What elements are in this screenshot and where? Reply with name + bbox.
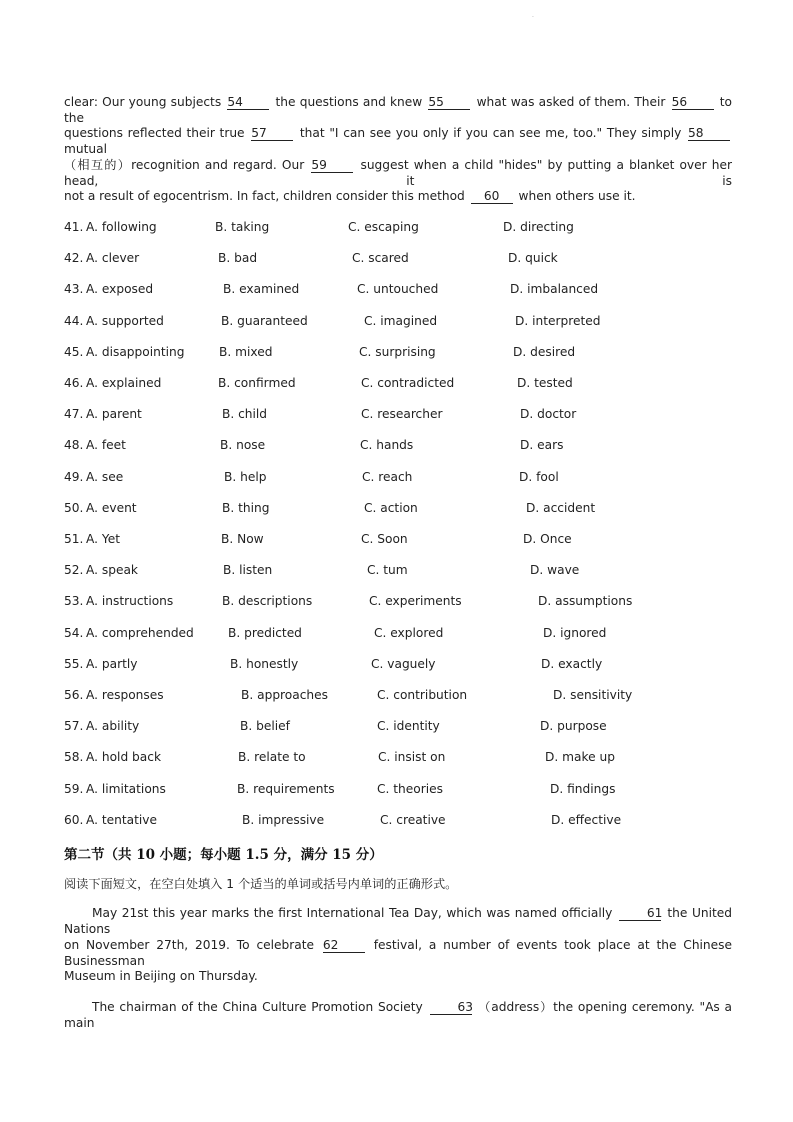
option-d[interactable]: D. interpreted: [515, 314, 601, 328]
option-d[interactable]: D. assumptions: [538, 594, 633, 608]
option-b[interactable]: B. Now: [221, 532, 264, 546]
question-row: [64, 406, 732, 422]
option-c[interactable]: C. contradicted: [361, 376, 455, 390]
option-d[interactable]: D. accident: [526, 501, 596, 515]
option-d[interactable]: D. ignored: [543, 626, 607, 640]
option-b[interactable]: B. listen: [223, 563, 273, 577]
option-c[interactable]: C. vaguely: [371, 657, 436, 671]
option-a[interactable]: A. Yet: [86, 532, 120, 546]
question-number: 41.: [64, 220, 84, 234]
option-b[interactable]: B. mixed: [219, 345, 273, 359]
option-a[interactable]: A. event: [86, 501, 137, 515]
option-d[interactable]: D. imbalanced: [510, 282, 599, 296]
passage-line-1: clear: Our young subjects 54 the questions and knew 55 what was asked of them. Their 56 to the: [64, 95, 732, 125]
option-d[interactable]: D. tested: [517, 376, 573, 390]
option-a[interactable]: A. clever: [86, 251, 140, 265]
option-d[interactable]: D. make up: [545, 750, 615, 764]
option-a[interactable]: A. ability: [86, 719, 140, 733]
option-a[interactable]: A. tentative: [86, 813, 157, 827]
question-number: 53.: [64, 594, 84, 608]
option-a[interactable]: A. following: [86, 220, 157, 234]
option-a[interactable]: A. comprehended: [86, 626, 194, 640]
para2-line-1: The chairman of the China Culture Promotion Society 63 （address）the opening ceremony. "As a main: [64, 1000, 732, 1030]
option-a[interactable]: A. hold back: [86, 750, 162, 764]
option-b[interactable]: B. relate to: [238, 750, 306, 764]
blank-62[interactable]: 62: [323, 938, 365, 953]
option-a[interactable]: A. exposed: [86, 282, 154, 296]
option-b[interactable]: B. approaches: [241, 688, 328, 702]
option-c[interactable]: C. identity: [377, 719, 440, 733]
option-c[interactable]: C. surprising: [359, 345, 436, 359]
option-c[interactable]: C. explored: [374, 626, 444, 640]
option-d[interactable]: D. directing: [503, 220, 574, 234]
option-b[interactable]: B. impressive: [242, 813, 325, 827]
option-b[interactable]: B. bad: [218, 251, 258, 265]
question-row: [64, 437, 732, 453]
question-row: [64, 313, 732, 329]
option-b[interactable]: B. requirements: [237, 782, 335, 796]
question-row: [64, 531, 732, 547]
option-c[interactable]: C. escaping: [348, 220, 419, 234]
option-d[interactable]: D. effective: [551, 813, 622, 827]
option-c[interactable]: C. tum: [367, 563, 408, 577]
question-number: 51.: [64, 532, 84, 546]
option-c[interactable]: C. theories: [377, 782, 443, 796]
blank-61[interactable]: 61: [619, 906, 661, 921]
option-c[interactable]: C. contribution: [377, 688, 468, 702]
option-a[interactable]: A. limitations: [86, 782, 166, 796]
blank-60[interactable]: 60: [471, 189, 513, 204]
option-b[interactable]: B. nose: [220, 438, 266, 452]
option-b[interactable]: B. help: [224, 470, 267, 484]
option-c[interactable]: C. experiments: [369, 594, 462, 608]
option-d[interactable]: D. purpose: [540, 719, 607, 733]
question-number: 42.: [64, 251, 84, 265]
option-c[interactable]: C. imagined: [364, 314, 438, 328]
option-a[interactable]: A. see: [86, 470, 124, 484]
passage-line-2: questions reflected their true 57 that "I can see you only if you can see me, too." They simply 58 mutual: [64, 125, 732, 157]
question-number: 46.: [64, 376, 84, 390]
passage-line-3: （相互的）recognition and regard. Our 59 suggest when a child "hides" by putting a blanket over her head, it is: [64, 158, 732, 188]
question-number: 55.: [64, 657, 84, 671]
option-a[interactable]: A. disappointing: [86, 345, 185, 359]
blank-59[interactable]: 59: [311, 158, 353, 173]
option-d[interactable]: D. wave: [530, 563, 580, 577]
option-a[interactable]: A. supported: [86, 314, 164, 328]
question-number: 57.: [64, 719, 84, 733]
question-row: [64, 281, 732, 297]
question-number: 50.: [64, 501, 84, 515]
question-number: 49.: [64, 470, 84, 484]
para1-line-3: Museum in Beijing on Thursday.: [64, 969, 258, 983]
option-c[interactable]: C. creative: [380, 813, 446, 827]
question-number: 54.: [64, 626, 84, 640]
option-b[interactable]: B. thing: [222, 501, 270, 515]
option-d[interactable]: D. doctor: [520, 407, 577, 421]
option-a[interactable]: A. explained: [86, 376, 162, 390]
option-c[interactable]: C. untouched: [357, 282, 439, 296]
option-b[interactable]: B. predicted: [228, 626, 302, 640]
option-c[interactable]: C. reach: [362, 470, 413, 484]
blank-58[interactable]: 58: [688, 126, 730, 141]
option-d[interactable]: D. ears: [520, 438, 564, 452]
option-d[interactable]: D. desired: [513, 345, 576, 359]
question-row: [64, 781, 732, 797]
question-number: 60.: [64, 813, 84, 827]
question-row: [64, 812, 732, 828]
option-d[interactable]: D. quick: [508, 251, 558, 265]
question-number: 59.: [64, 782, 84, 796]
option-b[interactable]: B. confirmed: [218, 376, 296, 390]
para1-line-2: on November 27th, 2019. To celebrate 62 festival, a number of events took place at the Chinese Businessman: [64, 938, 732, 968]
question-row: [64, 344, 732, 360]
question-number: 52.: [64, 563, 84, 577]
question-number: 43.: [64, 282, 84, 296]
option-b[interactable]: B. guaranteed: [221, 314, 308, 328]
option-c[interactable]: C. action: [364, 501, 418, 515]
scan-dot: ·: [532, 14, 534, 21]
question-row: [64, 656, 732, 672]
option-c[interactable]: C. Soon: [361, 532, 408, 546]
blank-54[interactable]: 54: [227, 95, 269, 110]
blank-63[interactable]: 63: [430, 1000, 472, 1015]
option-d[interactable]: D. Once: [523, 532, 572, 546]
question-row: [64, 250, 732, 266]
option-c[interactable]: C. scared: [352, 251, 409, 265]
option-b[interactable]: B. examined: [223, 282, 300, 296]
option-b[interactable]: B. honestly: [230, 657, 299, 671]
option-a[interactable]: A. feet: [86, 438, 126, 452]
option-a[interactable]: A. responses: [86, 688, 164, 702]
blank-55[interactable]: 55: [428, 95, 470, 110]
option-b[interactable]: B. child: [222, 407, 268, 421]
question-number: 45.: [64, 345, 84, 359]
question-row: [64, 625, 732, 641]
option-d[interactable]: D. findings: [550, 782, 616, 796]
option-a[interactable]: A. instructions: [86, 594, 174, 608]
option-d[interactable]: D. fool: [519, 470, 559, 484]
blank-56[interactable]: 56: [672, 95, 714, 110]
option-d[interactable]: D. exactly: [541, 657, 603, 671]
question-row: [64, 749, 732, 765]
question-row: [64, 562, 732, 578]
question-number: 56.: [64, 688, 84, 702]
question-row: [64, 687, 732, 703]
question-number: 44.: [64, 314, 84, 328]
question-row: [64, 469, 732, 485]
option-b[interactable]: B. belief: [240, 719, 290, 733]
question-row: [64, 375, 732, 391]
passage-line-4: not a result of egocentrism. In fact, children consider this method 60 when others use it.: [64, 189, 636, 203]
section-instruction: 阅读下面短文，在空白处填入 1 个适当的单词或括号内单词的正确形式。: [64, 877, 458, 891]
question-row: [64, 593, 732, 609]
option-b[interactable]: B. descriptions: [222, 594, 313, 608]
para1-line-1: May 21st this year marks the first International Tea Day, which was named officially 61 the United Nations: [64, 906, 732, 936]
section-heading: 第二节（共 10 小题；每小题 1.5 分，满分 15 分）: [64, 847, 383, 863]
option-b[interactable]: B. taking: [215, 220, 270, 234]
option-c[interactable]: C. researcher: [361, 407, 443, 421]
question-number: 47.: [64, 407, 84, 421]
question-row: [64, 219, 732, 235]
question-number: 48.: [64, 438, 84, 452]
option-a[interactable]: A. partly: [86, 657, 138, 671]
option-a[interactable]: A. speak: [86, 563, 138, 577]
option-d[interactable]: D. sensitivity: [553, 688, 633, 702]
option-a[interactable]: A. parent: [86, 407, 142, 421]
question-row: [64, 718, 732, 734]
question-row: [64, 500, 732, 516]
blank-57[interactable]: 57: [251, 126, 293, 141]
question-number: 58.: [64, 750, 84, 764]
option-c[interactable]: C. hands: [360, 438, 414, 452]
option-c[interactable]: C. insist on: [378, 750, 446, 764]
